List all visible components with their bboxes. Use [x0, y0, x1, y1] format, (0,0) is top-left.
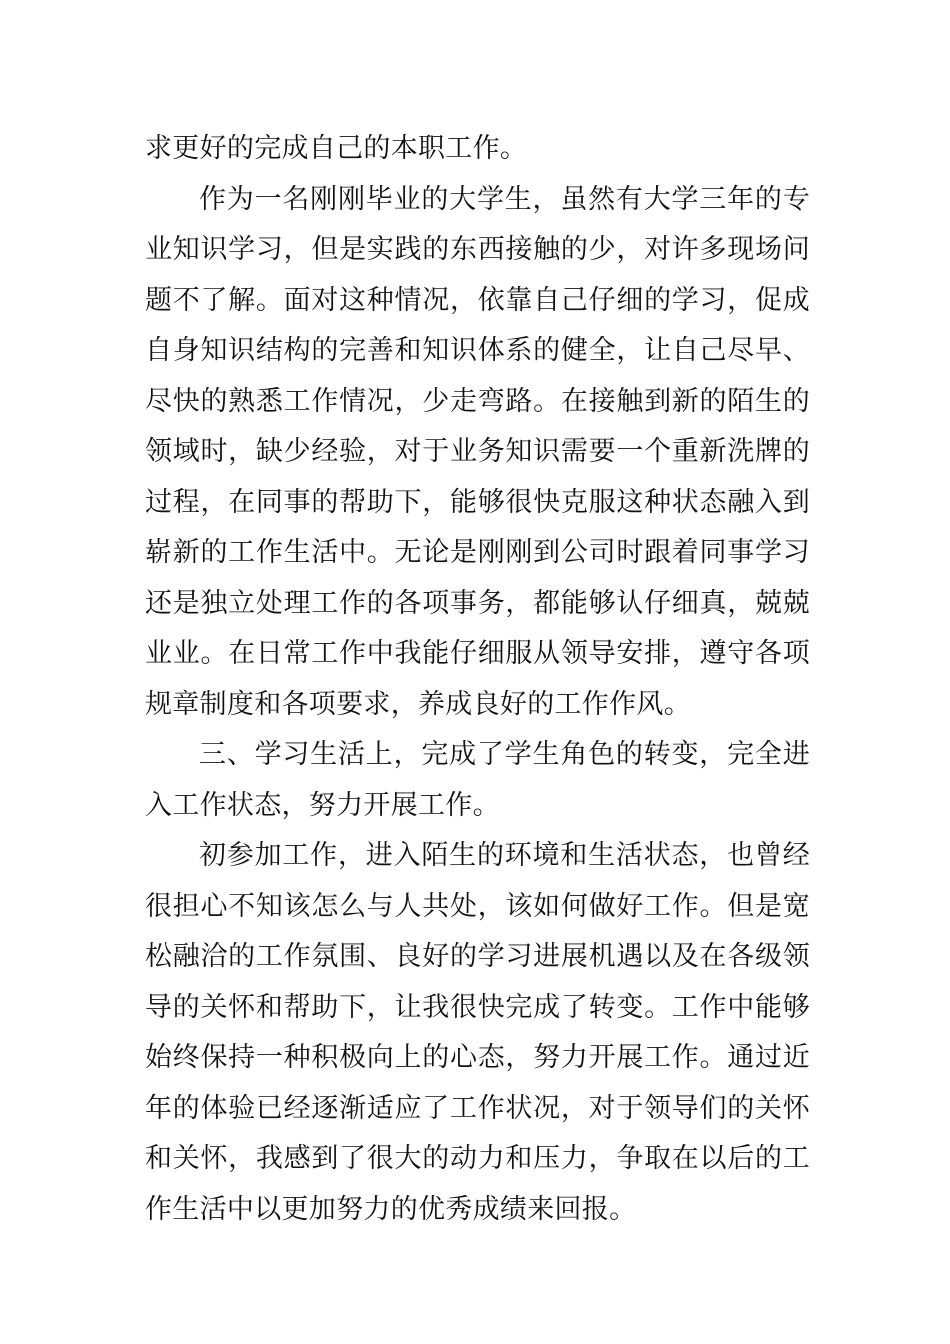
paragraph-graduate-learning: 作为一名刚刚毕业的大学生，虽然有大学三年的专业知识学习，但是实践的东西接触的少，对许多现场问题不了解。面对这种情况，依靠自己仔细的学习，促成自身知识结构的完善和知识体系的健全，让自己尽早、尽快的熟悉工作情况，少走弯路。在接触到新的陌生的领域时，缺少经验，对于业务知识需要一个重新洗牌的过程，在同事的帮助下，能够很快克服这种状态融入到崭新的工作生活中。无论是刚刚到公司时跟着同事学习还是独立处理工作的各项事务，都能够认仔细真，兢兢业业。在日常工作中我能仔细服从领导安排，遵守各项规章制度和各项要求，养成良好的工作作风。	[145, 183, 810, 720]
paragraph-adapting-to-work: 初参加工作，进入陌生的环境和生活状态，也曾经很担心不知该怎么与人共处，该如何做好工作。但是宽松融洽的工作氛围、良好的学习进展机遇以及在各级领导的关怀和帮助下，让我很快完成了转变。工作中能够始终保持一种积极向上的心态，努力开展工作。通过近年的体验已经逐渐适应了工作状况，对于领导们的关怀和关怀，我感到了很大的动力和压力，争取在以后的工作生活中以更加努力的优秀成绩来回报。	[145, 840, 810, 1225]
section-heading-three: 三、学习生活上，完成了学生角色的转变，完全进入工作状态，努力开展工作。	[145, 739, 810, 821]
paragraph-continued: 求更好的完成自己的本职工作。	[145, 133, 528, 164]
